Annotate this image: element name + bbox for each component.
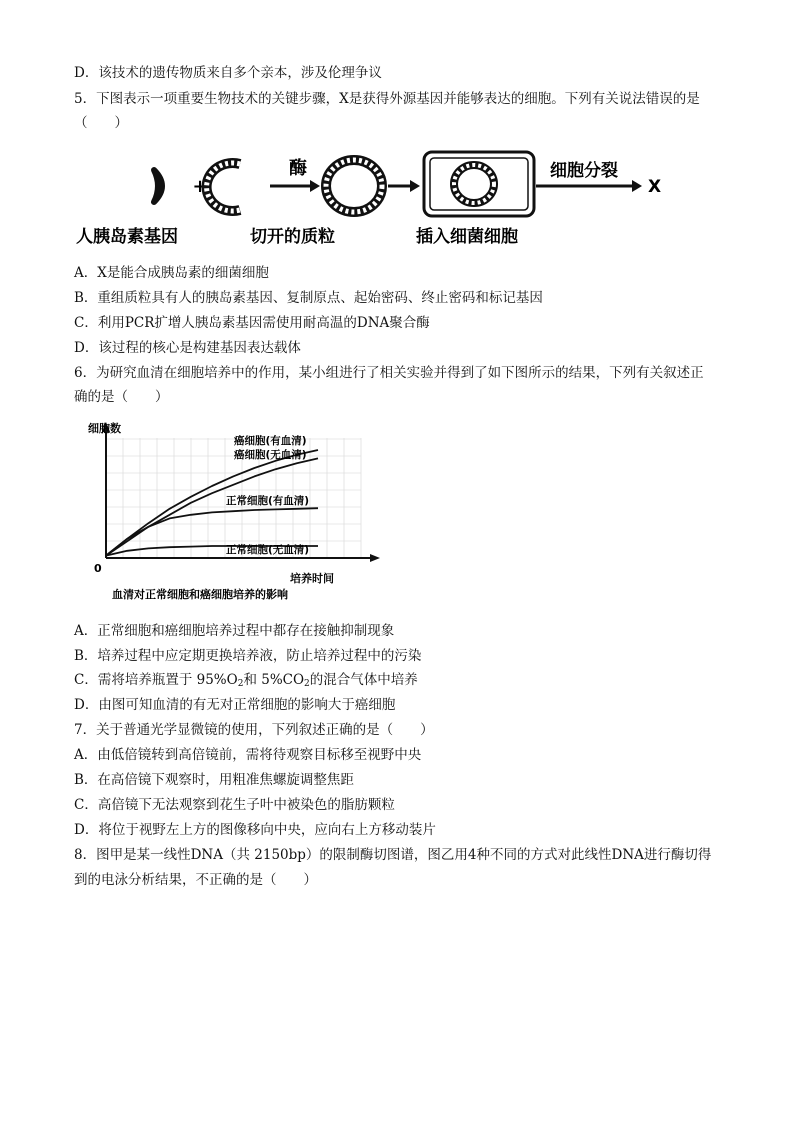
q7-option-a: A．由低倍镜转到高倍镜前，需将待观察目标移至视野中央 xyxy=(74,747,422,763)
q6-stem-line1: 6．为研究血清在细胞培养中的作用，某小组进行了相关实验并得到了如下图所示的结果，下列有关叙述正 xyxy=(74,365,704,381)
q5-stem-line2: （ ） xyxy=(74,115,128,131)
cell-division-label: 细胞分裂 xyxy=(550,161,618,181)
cut-plasmid-label: 切开的质粒 xyxy=(250,227,335,247)
origin-label: 0 xyxy=(94,562,102,575)
arrow-1-head xyxy=(310,180,320,192)
q6-option-a: A．正常细胞和癌细胞培养过程中都存在接触抑制现象 xyxy=(74,623,395,639)
q5-option-b: B．重组质粒具有人的胰岛素基因、复制原点、起始密码、终止密码和标记基因 xyxy=(74,290,543,306)
q6-option-c-sub1: 2 xyxy=(237,679,244,689)
q5-option-a: A．X是能合成胰岛素的细菌细胞 xyxy=(74,265,269,281)
q7-stem: 7．关于普通光学显微镜的使用，下列叙述正确的是（ ） xyxy=(74,722,434,738)
q6-option-c-mid: 和 5%CO xyxy=(243,672,305,688)
recombinant-plasmid xyxy=(326,160,382,212)
x-axis-arrow xyxy=(370,554,380,562)
q7-option-c: C．高倍镜下无法观察到花生子叶中被染色的脂肪颗粒 xyxy=(74,797,395,813)
series-label-0: 癌细胞(有血清) xyxy=(234,435,307,447)
cut-plasmid xyxy=(207,163,240,211)
x-axis-label: 培养时间 xyxy=(290,572,334,585)
q6-option-c-post: 的混合气体中培养 xyxy=(309,672,418,688)
q6-stem-line2: 确的是（ ） xyxy=(74,389,169,405)
chart-series xyxy=(106,434,318,556)
series-label-2: 正常细胞(有血清) xyxy=(226,495,310,507)
q8-stem-line2: 到的电泳分析结果，不正确的是（ ） xyxy=(74,872,317,888)
insulin-gene-fragment xyxy=(154,170,162,202)
q5-option-c: C．利用PCR扩增人胰岛素基因需使用耐高温的DNA聚合酶 xyxy=(74,315,430,331)
gene-cloning-figure xyxy=(74,148,674,252)
q5-stem-line1: 5．下图表示一项重要生物技术的关键步骤，X是获得外源基因并能够表达的细胞。下列有关说法错误的是 xyxy=(74,91,700,107)
bacterial-cell xyxy=(424,152,534,216)
series-label-1: 癌细胞(无血清) xyxy=(234,449,307,461)
enzyme-label: 酶 xyxy=(289,158,307,179)
q7-option-b: B．在高倍镜下观察时，用粗准焦螺旋调整焦距 xyxy=(74,772,354,788)
q6-option-b: B．培养过程中应定期更换培养液，防止培养过程中的污染 xyxy=(74,648,422,664)
q7-option-d: D．将位于视野左上方的图像移向中央，应向右上方移动装片 xyxy=(74,822,436,838)
arrow-3-head xyxy=(632,180,642,192)
plus-sign: + xyxy=(192,176,208,197)
q6-option-c-sub2: 2 xyxy=(304,679,310,689)
arrow-2-head xyxy=(410,180,420,192)
insulin-gene-label: 人胰岛素基因 xyxy=(76,227,178,247)
q5-option-d: D．该过程的核心是构建基因表达载体 xyxy=(74,340,301,356)
cell-growth-chart xyxy=(86,418,386,604)
insert-bacteria-label: 插入细菌细胞 xyxy=(416,227,518,247)
y-axis-label: 细胞数 xyxy=(88,422,121,435)
q8-stem-line1: 8．图甲是某一线性DNA（共 2150bp）的限制酶切图谱，图乙用4种不同的方式对此线性DNA进行酶切得 xyxy=(74,847,712,863)
q6-option-d: D．由图可知血清的有无对正常细胞的影响大于癌细胞 xyxy=(74,697,396,713)
chart-title: 血清对正常细胞和癌细胞培养的影响 xyxy=(112,588,288,601)
x-label: X xyxy=(648,177,662,197)
q6-option-c xyxy=(74,670,418,694)
q6-option-c-pre: C．需将培养瓶置于 95%O xyxy=(74,672,238,688)
q4-option-d: D．该技术的遗传物质来自多个亲本，涉及伦理争议 xyxy=(74,65,382,81)
series-label-3: 正常细胞(无血清) xyxy=(226,544,310,556)
